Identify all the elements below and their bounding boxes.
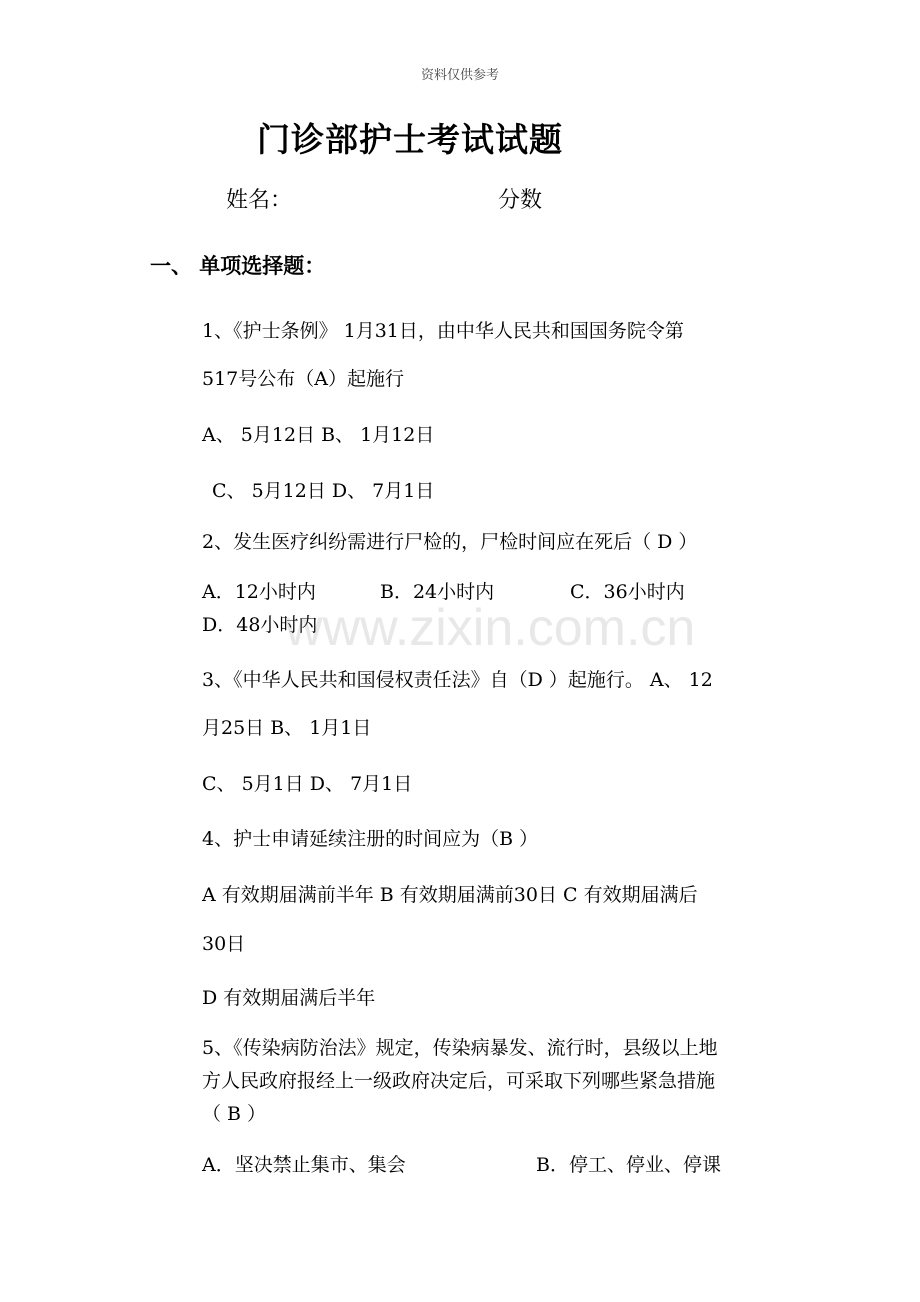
question-5-line-2: 方人民政府报经上一级政府决定后，可采取下列哪些紧急措施 (202, 1070, 716, 1092)
question-1-options-cd: C、 5月12日 D、 7月1日 (212, 480, 435, 502)
score-label: 分数 (498, 188, 543, 213)
question-2-option-b: B．24小时内 (380, 581, 495, 603)
question-5-line-1: 5、《传染病防治法》规定，传染病暴发、流行时，县级以上地 (202, 1037, 718, 1059)
question-5-option-b: B．停工、停业、停课 (536, 1154, 721, 1176)
question-3-options-cd: C、 5月1日 D、 7月1日 (202, 773, 413, 795)
page-header: 资料仅供参考 (420, 68, 499, 83)
question-4-options-abc: A 有效期届满前半年 B 有效期届满前30日 C 有效期届满后 (202, 884, 698, 906)
name-label: 姓名： (226, 188, 293, 213)
question-1-line-2: 517号公布（A）起施行 (202, 368, 404, 390)
question-3-line-1: 3、《中华人民共和国侵权责任法》自（D ）起施行。 A、 12 (202, 669, 713, 691)
question-2-line-1: 2、发生医疗纠纷需进行尸检的，尸检时间应在死后（ D ） (202, 531, 698, 553)
watermark: www.zixin.com.cn (285, 599, 696, 657)
question-3-line-2: 月25日 B、 1月1日 (202, 717, 372, 739)
question-4-option-d: D 有效期届满后半年 (202, 987, 376, 1009)
section-heading: 一、 单项选择题： (150, 254, 326, 278)
question-2-option-a: A．12小时内 (202, 581, 316, 603)
question-1-line-1: 1、《护士条例》 1月31日，由中华人民共和国国务院令第 (202, 320, 684, 342)
question-1-options-ab: A、 5月12日 B、 1月12日 (202, 424, 435, 446)
question-2-option-d: D．48小时内 (202, 614, 318, 636)
question-2-option-c: C．36小时内 (570, 581, 685, 603)
question-4-option-c-cont: 30日 (202, 933, 246, 955)
question-5-answer: （ B ） (202, 1103, 267, 1125)
question-5-option-a: A．坚决禁止集市、集会 (202, 1154, 406, 1176)
page-title: 门诊部护士考试试题 (257, 120, 563, 159)
question-4-line-1: 4、护士申请延续注册的时间应为（B ） (202, 828, 539, 850)
